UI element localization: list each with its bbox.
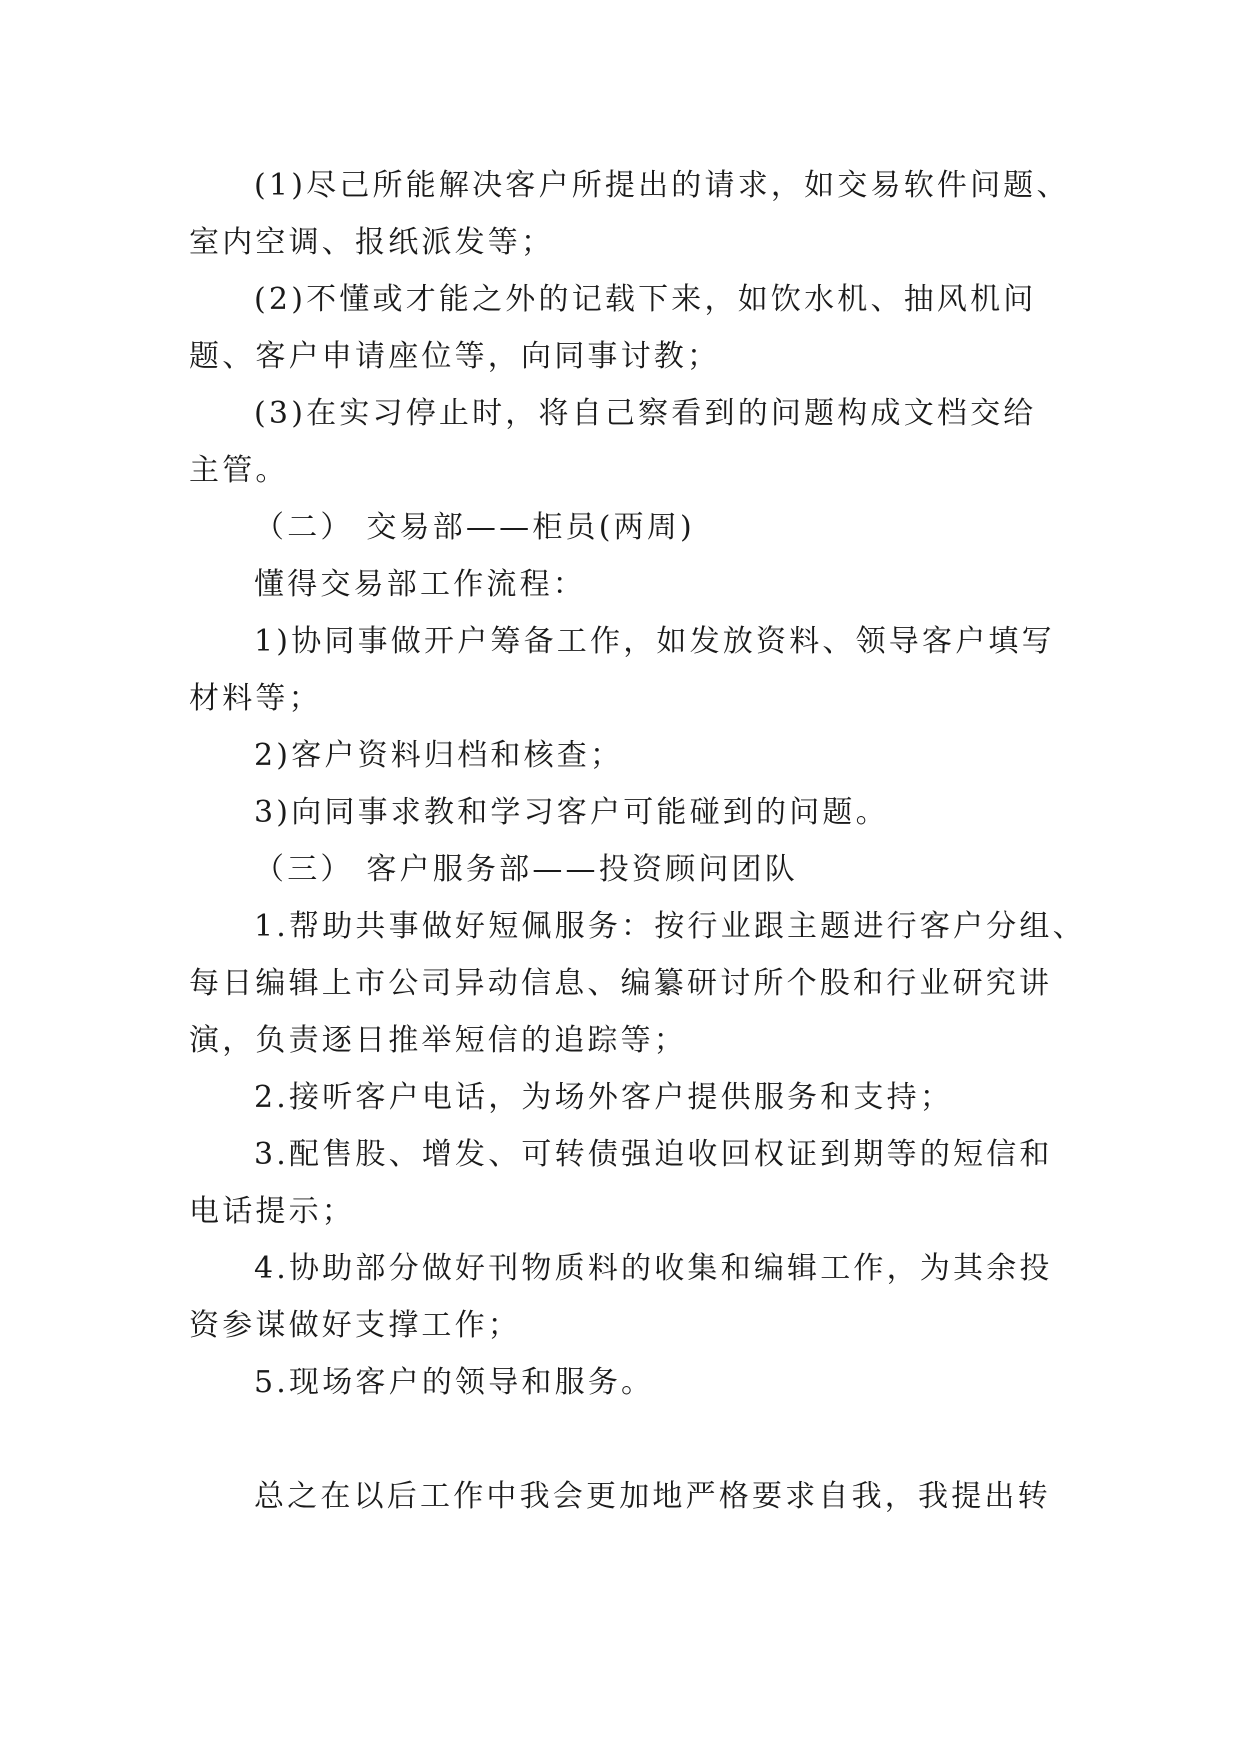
text-line: 1)协同事做开户筹备工作，如发放资料、领导客户填写 <box>254 624 1055 659</box>
text-line: (2)不懂或才能之外的记载下来，如饮水机、抽风机问 <box>254 282 1037 317</box>
text-line: 电话提示； <box>189 1194 355 1229</box>
text-line: 3.配售股、增发、可转债强迫收回权证到期等的短信和 <box>254 1137 1053 1172</box>
text-line: 题、客户申请座位等，向同事讨教； <box>189 339 721 374</box>
text-line: 材料等； <box>189 681 322 716</box>
text-line: 2)客户资料归档和核查； <box>254 738 624 773</box>
text-line: 每日编辑上市公司异动信息、编纂研讨所个股和行业研究讲 <box>189 966 1053 1001</box>
text-line: 演，负责逐日推举短信的追踪等； <box>189 1023 687 1058</box>
text-line: 3)向同事求教和学习客户可能碰到的问题。 <box>254 795 889 830</box>
text-line: 主管。 <box>189 453 289 488</box>
text-line: 懂得交易部工作流程： <box>254 567 586 602</box>
section-heading: （二） 交易部——柜员(两周) <box>254 510 695 545</box>
text-line: (1)尽己所能解决客户所提出的请求，如交易软件问题、 <box>254 168 1070 203</box>
text-line: 1.帮助共事做好短佩服务：按行业跟主题进行客户分组、 <box>254 909 1086 944</box>
text-line: 4.协助部分做好刊物质料的收集和编辑工作，为其余投 <box>254 1251 1053 1286</box>
text-line: 5.现场客户的领导和服务。 <box>254 1365 655 1400</box>
text-line: 2.接听客户电话，为场外客户提供服务和支持； <box>254 1080 954 1115</box>
text-line: 总之在以后工作中我会更加地严格要求自我，我提出转 <box>254 1479 1051 1514</box>
text-line: (3)在实习停止时，将自己察看到的问题构成文档交给 <box>254 396 1037 431</box>
section-heading: （三） 客户服务部——投资顾问团队 <box>254 852 798 887</box>
text-line: 室内空调、报纸派发等； <box>189 225 555 260</box>
text-line: 资参谋做好支撑工作； <box>189 1308 521 1343</box>
